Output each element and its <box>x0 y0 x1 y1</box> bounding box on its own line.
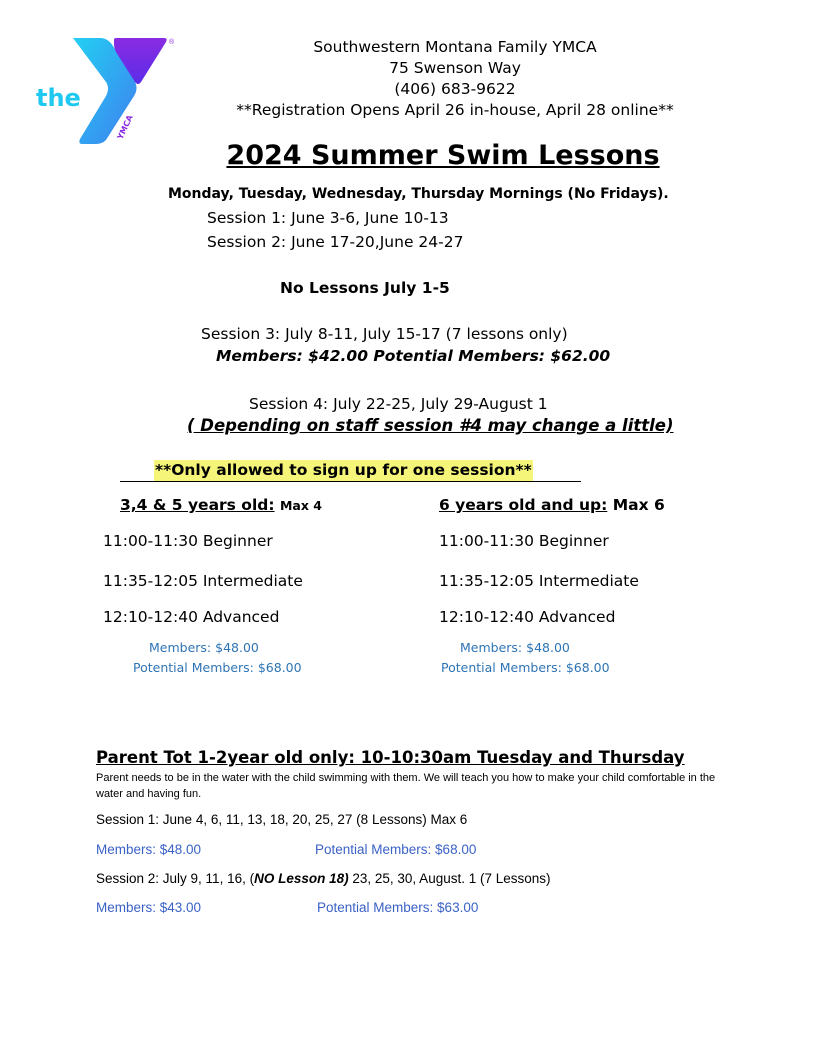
age-group-label: 3,4 & 5 years old: <box>120 496 275 514</box>
org-phone: (406) 683-9622 <box>394 80 516 98</box>
age-group-heading-young <box>120 496 322 514</box>
time-slot: 12:10-12:40 Advanced <box>439 608 616 626</box>
time-slot: 11:00-11:30 Beginner <box>103 532 273 550</box>
parent-tot-session-1: Session 1: June 4, 6, 11, 13, 18, 20, 25, 27 (8 Lessons) Max 6 <box>96 812 468 827</box>
potential-members-price: Potential Members: $68.00 <box>441 660 610 675</box>
logo-ymca-text: YMCA <box>115 113 135 141</box>
session-4: Session 4: July 22-25, July 29-August 1 <box>249 395 548 413</box>
session-2: Session 2: June 17-20,June 24-27 <box>207 233 464 251</box>
session-2-dates-end: 23, 25, 30, August. 1 (7 Lessons) <box>348 871 551 886</box>
parent-tot-session-1-members: Members: $48.00 <box>96 842 202 857</box>
age-group-label: 6 years old and up: <box>439 496 608 514</box>
session-4-note: ( Depending on staff session #4 may change a little) <box>187 416 674 435</box>
session-2-dates-start: Session 2: July 9, 11, 16, ( <box>96 871 255 886</box>
age-group-heading-older <box>439 496 665 514</box>
potential-members-price: Potential Members: $68.00 <box>133 660 302 675</box>
parent-tot-session-2 <box>96 871 551 886</box>
no-lessons-notice: No Lessons July 1-5 <box>280 279 450 297</box>
session-1: Session 1: June 3-6, June 10-13 <box>207 209 449 227</box>
parent-tot-description: Parent needs to be in the water with the child swimming with them. We will teach you how to make your child comfortable in the water and having fun. <box>96 772 716 800</box>
session-3-price: Members: $42.00 Potential Members: $62.00 <box>216 347 611 365</box>
lesson-days: Monday, Tuesday, Wednesday, Thursday Mornings (No Fridays). <box>168 186 669 202</box>
page-title: 2024 Summer Swim Lessons <box>226 140 660 171</box>
time-slot: 11:35-12:05 Intermediate <box>103 572 303 590</box>
registration-notice: **Registration Opens April 26 in-house, April 28 online** <box>236 101 674 119</box>
one-session-notice-row <box>120 460 581 482</box>
time-slot: 12:10-12:40 Advanced <box>103 608 280 626</box>
members-price: Members: $48.00 <box>149 640 259 655</box>
age-group-max: Max 4 <box>279 498 322 513</box>
parent-tot-session-2-members: Members: $43.00 <box>96 900 202 915</box>
logo-the-text: the <box>36 84 81 112</box>
parent-tot-session-2-potential: Potential Members: $63.00 <box>317 900 479 915</box>
time-slot: 11:35-12:05 Intermediate <box>439 572 639 590</box>
age-group-max: Max 6 <box>612 496 665 514</box>
parent-tot-session-1-potential: Potential Members: $68.00 <box>315 842 477 857</box>
members-price: Members: $48.00 <box>460 640 570 655</box>
registered-mark: ® <box>169 39 175 46</box>
org-address: 75 Swenson Way <box>389 59 521 77</box>
no-lesson-note: NO Lesson 18) <box>254 871 349 886</box>
ymca-logo <box>34 36 176 146</box>
time-slot: 11:00-11:30 Beginner <box>439 532 609 550</box>
org-name: Southwestern Montana Family YMCA <box>313 38 597 56</box>
one-session-notice: **Only allowed to sign up for one session** <box>155 461 532 479</box>
ymca-y-icon <box>34 36 176 146</box>
session-3: Session 3: July 8-11, July 15-17 (7 lessons only) <box>201 325 568 343</box>
parent-tot-title: Parent Tot 1-2year old only: 10-10:30am Tuesday and Thursday <box>96 748 685 767</box>
